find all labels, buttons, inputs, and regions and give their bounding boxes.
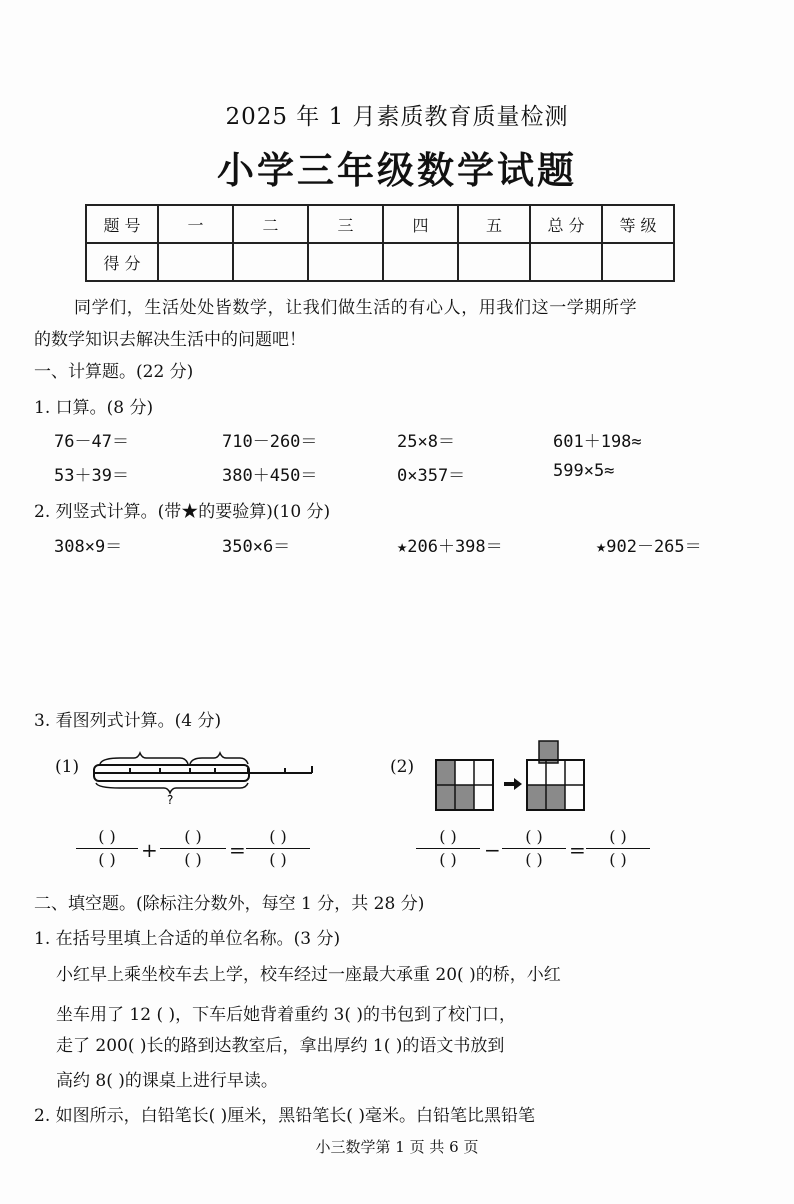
minus-sign: − xyxy=(484,838,501,862)
score-cell: 等 级 xyxy=(602,205,674,243)
figure-1-label: (1) xyxy=(55,757,80,777)
numerator-blank[interactable]: ( ) xyxy=(184,827,202,846)
score-table-header-row xyxy=(86,205,674,243)
s2-q2-line: 2. 如图所示，白铅笔长( )厘米，黑铅笔长( )毫米。白铅笔比黑铅笔 xyxy=(34,1106,535,1126)
fraction[interactable] xyxy=(502,827,566,870)
score-cell: 得 分 xyxy=(86,243,158,281)
denominator-blank[interactable]: ( ) xyxy=(98,850,116,869)
question-mark: ? xyxy=(167,793,174,807)
exam-subtitle: 2025 年 1 月素质教育质量检测 xyxy=(225,104,569,130)
intro-line-1: 同学们，生活处处皆数学，让我们做生活的有心人，用我们这一学期所学 xyxy=(74,298,638,318)
s2-q1-line: 坐车用了 12 ( )，下车后她背着重约 3( )的书包到了校门口， xyxy=(56,1005,516,1025)
s2-q1-label: 1. 在括号里填上合适的单位名称。(3 分) xyxy=(34,929,341,949)
numerator-blank[interactable]: ( ) xyxy=(609,827,627,846)
numerator-blank[interactable]: ( ) xyxy=(439,827,457,846)
score-cell: 四 xyxy=(383,205,458,243)
oral-calc-item: 53＋39＝ xyxy=(54,466,129,486)
equals-sign: = xyxy=(229,838,246,862)
fraction[interactable] xyxy=(416,827,480,870)
score-input-cell[interactable] xyxy=(308,243,383,281)
score-cell: 五 xyxy=(458,205,530,243)
fraction[interactable] xyxy=(76,827,138,870)
score-input-cell[interactable] xyxy=(458,243,530,281)
section1-heading: 一、计算题。(22 分) xyxy=(34,362,194,382)
oral-calc-item: 0×357＝ xyxy=(397,466,466,486)
score-cell: 二 xyxy=(233,205,308,243)
oral-calc-item: 601＋198≈ xyxy=(553,432,642,452)
denominator-blank[interactable]: ( ) xyxy=(525,850,543,869)
oral-calc-item: 710－260＝ xyxy=(222,432,318,452)
numerator-blank[interactable]: ( ) xyxy=(525,827,543,846)
score-input-cell[interactable] xyxy=(602,243,674,281)
numerator-blank[interactable]: ( ) xyxy=(269,827,287,846)
denominator-blank[interactable]: ( ) xyxy=(269,850,287,869)
section2-heading: 二、填空题。(除标注分数外，每空 1 分，共 28 分) xyxy=(34,894,425,914)
intro-line-2: 的数学知识去解决生活中的问题吧！ xyxy=(34,330,306,350)
score-cell: 三 xyxy=(308,205,383,243)
denominator-blank[interactable]: ( ) xyxy=(609,850,627,869)
q2-label: 2. 列竖式计算。(带★的要验算)(10 分) xyxy=(34,502,331,522)
score-cell: 题 号 xyxy=(86,205,158,243)
arrow-right-icon xyxy=(504,778,522,790)
vertical-calc-item: ★902－265＝ xyxy=(596,537,702,557)
figure-2-label: (2) xyxy=(390,757,415,777)
shaded-grid-diagram xyxy=(432,738,612,813)
score-input-cell[interactable] xyxy=(233,243,308,281)
score-input-cell[interactable] xyxy=(158,243,233,281)
exam-title: 小学三年级数学试题 xyxy=(217,148,577,192)
page-footer: 小三数学第 1 页 共 6 页 xyxy=(315,1138,479,1156)
oral-calc-item: 380＋450＝ xyxy=(222,466,318,486)
segment-diagram xyxy=(90,748,320,808)
score-input-cell[interactable] xyxy=(530,243,602,281)
score-input-cell[interactable] xyxy=(383,243,458,281)
score-cell: 一 xyxy=(158,205,233,243)
q1-label: 1. 口算。(8 分) xyxy=(34,398,154,418)
fraction[interactable] xyxy=(246,827,310,870)
oral-calc-item: 76－47＝ xyxy=(54,432,129,452)
vertical-calc-item: 308×9＝ xyxy=(54,537,123,557)
fraction[interactable] xyxy=(586,827,650,870)
oral-calc-item: 25×8＝ xyxy=(397,432,455,452)
q3-label: 3. 看图列式计算。(4 分) xyxy=(34,711,222,731)
numerator-blank[interactable]: ( ) xyxy=(98,827,116,846)
s2-q1-line: 小红早上乘坐校车去上学，校车经过一座最大承重 20( )的桥，小红 xyxy=(56,965,561,985)
vertical-calc-item: ★206＋398＝ xyxy=(397,537,503,557)
fraction[interactable] xyxy=(160,827,226,870)
denominator-blank[interactable]: ( ) xyxy=(184,850,202,869)
s2-q1-line: 高约 8( )的课桌上进行早读。 xyxy=(56,1071,278,1091)
denominator-blank[interactable]: ( ) xyxy=(439,850,457,869)
score-table xyxy=(85,204,675,282)
s2-q1-line: 走了 200( )长的路到达教室后，拿出厚约 1( )的语文书放到 xyxy=(56,1036,505,1056)
score-table-score-row xyxy=(86,243,674,281)
oral-calc-item: 599×5≈ xyxy=(553,461,615,481)
vertical-calc-item: 350×6＝ xyxy=(222,537,291,557)
equals-sign: = xyxy=(569,838,586,862)
score-cell: 总 分 xyxy=(530,205,602,243)
plus-sign: + xyxy=(141,838,158,862)
